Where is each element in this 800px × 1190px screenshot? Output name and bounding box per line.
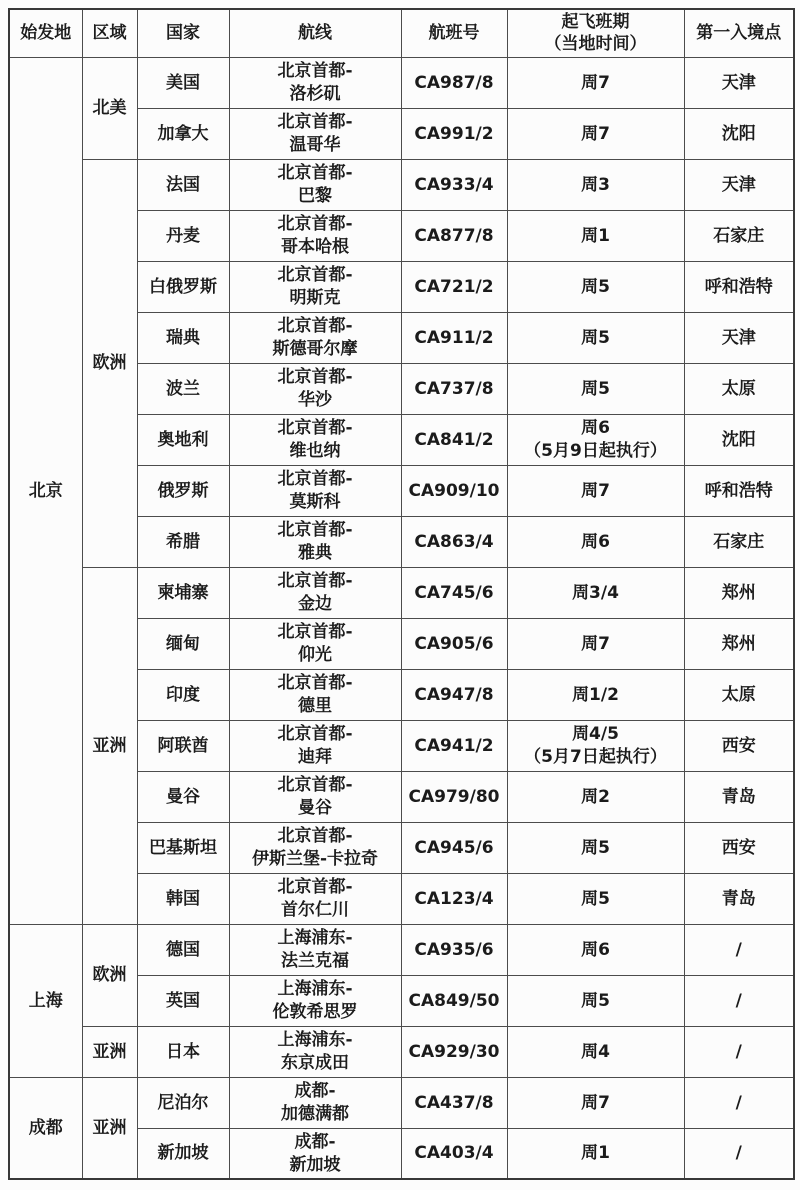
flight-number-cell-text: CA849/50: [408, 990, 500, 1011]
country-cell-text: 新加坡: [157, 1143, 209, 1164]
entry-point-cell: [684, 261, 794, 312]
entry-point-cell-text: 沈阳: [721, 429, 756, 450]
country-cell: [137, 108, 229, 159]
country-cell: [137, 210, 229, 261]
flight-number-cell-text: CA987/8: [414, 72, 494, 93]
flight-schedule-table: [8, 8, 795, 1180]
country-cell-text: 巴基斯坦: [149, 837, 217, 858]
entry-point-cell: [684, 159, 794, 210]
entry-point-cell-text: /: [735, 1041, 742, 1062]
region-cell: [82, 159, 137, 567]
flight-number-cell: [401, 363, 507, 414]
route-cell-text: 法兰克福: [281, 950, 349, 971]
country-cell: [137, 567, 229, 618]
schedule-cell-text: （5月7日起执行）: [524, 746, 667, 767]
entry-point-cell-text: /: [735, 1143, 742, 1164]
route-cell: [229, 312, 401, 363]
route-cell: [229, 363, 401, 414]
route-cell-text: 上海浦东-: [277, 979, 353, 1000]
route-cell: [229, 414, 401, 465]
entry-point-cell: [684, 210, 794, 261]
region-cell-text: 亚洲: [92, 1041, 127, 1062]
flight-number-cell-text: CA945/6: [414, 837, 494, 858]
schedule-cell: [507, 465, 684, 516]
route-cell-text: 北京首都-: [277, 163, 353, 184]
country-cell: [137, 159, 229, 210]
flight-number-cell-text: CA841/2: [414, 429, 494, 450]
flight-row: [9, 159, 794, 210]
route-cell-text: 北京首都-: [277, 877, 353, 898]
schedule-cell-text: 周6: [581, 531, 610, 552]
region-cell-text: 亚洲: [92, 735, 127, 756]
schedule-cell: [507, 516, 684, 567]
route-cell-text: 北京首都-: [277, 775, 353, 796]
country-cell: [137, 975, 229, 1026]
region-cell: [82, 57, 137, 159]
schedule-cell: [507, 1128, 684, 1179]
route-cell-text: 新加坡: [289, 1154, 341, 1175]
entry-point-cell: [684, 669, 794, 720]
route-cell-text: 伊斯兰堡-卡拉奇: [251, 848, 379, 869]
flight-number-cell-text: CA877/8: [414, 225, 494, 246]
route-cell-text: 上海浦东-: [277, 1030, 353, 1051]
region-cell: [82, 1077, 137, 1179]
route-cell: [229, 57, 401, 108]
route-cell-text: 哥本哈根: [281, 236, 349, 257]
flight-number-cell: [401, 465, 507, 516]
flight-number-cell-text: CA947/8: [414, 684, 494, 705]
country-cell: [137, 1128, 229, 1179]
flight-number-cell-text: CA933/4: [414, 174, 494, 195]
origin-cell-text: 成都: [28, 1117, 63, 1138]
flight-number-cell: [401, 975, 507, 1026]
flight-number-cell: [401, 57, 507, 108]
schedule-cell-text: 周7: [581, 1092, 610, 1113]
entry-point-cell-text: 石家庄: [713, 225, 765, 246]
route-cell: [229, 1128, 401, 1179]
entry-point-cell: [684, 57, 794, 108]
route-cell-text: 德里: [298, 695, 332, 716]
schedule-cell: [507, 57, 684, 108]
route-cell: [229, 822, 401, 873]
flight-number-cell: [401, 159, 507, 210]
route-cell-text: 北京首都-: [277, 724, 353, 745]
flight-number-cell: [401, 414, 507, 465]
col-header-region: 区域: [82, 9, 137, 57]
flight-number-cell: [401, 822, 507, 873]
flight-row: [9, 1026, 794, 1077]
flight-number-cell: [401, 261, 507, 312]
schedule-cell: [507, 669, 684, 720]
route-cell-text: 加德满都: [281, 1103, 349, 1124]
route-cell-text: 北京首都-: [277, 571, 353, 592]
schedule-cell-text: 周7: [581, 72, 610, 93]
flight-number-cell-text: CA721/2: [414, 276, 494, 297]
country-cell: [137, 873, 229, 924]
country-cell: [137, 465, 229, 516]
country-cell-text: 英国: [166, 990, 200, 1011]
region-cell-text: 欧洲: [92, 965, 127, 986]
route-cell: [229, 669, 401, 720]
flight-number-cell: [401, 1077, 507, 1128]
schedule-cell: [507, 312, 684, 363]
schedule-cell: [507, 414, 684, 465]
col-header-flight-number: 航班号: [401, 9, 507, 57]
route-cell: [229, 210, 401, 261]
col-header-schedule-line2: （当地时间）: [544, 34, 647, 55]
country-cell-text: 缅甸: [166, 633, 200, 654]
col-header-country: 国家: [137, 9, 229, 57]
flight-number-cell-text: CA909/10: [408, 480, 500, 501]
schedule-cell-text: 周1: [581, 225, 610, 246]
country-cell-text: 曼谷: [166, 786, 200, 807]
route-cell-text: 仰光: [298, 644, 332, 665]
country-cell-text: 韩国: [166, 888, 200, 909]
col-header-origin: 始发地: [9, 9, 82, 57]
entry-point-cell: [684, 924, 794, 975]
country-cell-text: 尼泊尔: [157, 1092, 209, 1113]
entry-point-cell-text: 郑州: [721, 633, 756, 654]
entry-point-cell: [684, 822, 794, 873]
flight-number-cell: [401, 771, 507, 822]
region-cell-text: 亚洲: [92, 1117, 127, 1138]
schedule-cell-text: 周5: [581, 327, 610, 348]
flight-number-cell-text: CA911/2: [414, 327, 494, 348]
flight-number-cell: [401, 924, 507, 975]
entry-point-cell-text: 西安: [721, 735, 756, 756]
country-cell-text: 奥地利: [157, 429, 209, 450]
schedule-cell: [507, 261, 684, 312]
route-cell-text: 北京首都-: [277, 673, 353, 694]
schedule-cell-text: 周1: [581, 1143, 610, 1164]
flight-number-cell: [401, 720, 507, 771]
schedule-cell-text: （5月9日起执行）: [524, 440, 667, 461]
entry-point-cell: [684, 1077, 794, 1128]
route-cell: [229, 975, 401, 1026]
schedule-cell: [507, 108, 684, 159]
schedule-cell-text: 周1/2: [572, 684, 619, 705]
route-cell-text: 北京首都-: [277, 418, 353, 439]
schedule-cell: [507, 771, 684, 822]
flight-row: [9, 57, 794, 108]
country-cell-text: 丹麦: [166, 225, 200, 246]
route-cell-text: 温哥华: [289, 134, 341, 155]
country-cell: [137, 822, 229, 873]
entry-point-cell: [684, 312, 794, 363]
schedule-cell-text: 周5: [581, 837, 610, 858]
header-row: [9, 9, 794, 57]
flight-number-cell-text: CA941/2: [414, 735, 494, 756]
country-cell-text: 希腊: [166, 531, 200, 552]
route-cell: [229, 261, 401, 312]
route-cell-text: 北京首都-: [277, 826, 353, 847]
country-cell: [137, 57, 229, 108]
flight-number-cell: [401, 1128, 507, 1179]
country-cell-text: 白俄罗斯: [149, 276, 217, 297]
route-cell-text: 北京首都-: [277, 214, 353, 235]
col-header-entry-point: 第一入境点: [684, 9, 794, 57]
flight-number-cell: [401, 873, 507, 924]
schedule-cell: [507, 210, 684, 261]
entry-point-cell-text: 天津: [721, 327, 756, 348]
schedule-cell-text: 周6: [581, 939, 610, 960]
entry-point-cell: [684, 414, 794, 465]
entry-point-cell: [684, 975, 794, 1026]
country-cell: [137, 261, 229, 312]
flight-number-cell: [401, 669, 507, 720]
country-cell-text: 加拿大: [157, 123, 209, 144]
country-cell: [137, 1077, 229, 1128]
col-header-schedule: [507, 9, 684, 57]
schedule-cell-text: 周7: [581, 480, 610, 501]
route-cell-text: 迪拜: [298, 746, 332, 767]
entry-point-cell: [684, 1128, 794, 1179]
flight-number-cell: [401, 618, 507, 669]
route-cell: [229, 873, 401, 924]
country-cell: [137, 414, 229, 465]
route-cell-text: 伦敦希思罗: [272, 1001, 358, 1022]
route-cell-text: 曼谷: [298, 797, 332, 818]
country-cell: [137, 1026, 229, 1077]
route-cell-text: 斯德哥尔摩: [272, 338, 358, 359]
schedule-cell: [507, 618, 684, 669]
schedule-cell-text: 周3: [581, 174, 610, 195]
entry-point-cell-text: 青岛: [721, 888, 756, 909]
region-cell: [82, 567, 137, 924]
schedule-cell: [507, 975, 684, 1026]
flight-number-cell-text: CA403/4: [414, 1143, 494, 1164]
flight-row: [9, 924, 794, 975]
flight-number-cell-text: CA979/80: [408, 786, 500, 807]
flight-number-cell-text: CA123/4: [414, 888, 494, 909]
route-cell: [229, 567, 401, 618]
country-cell-text: 法国: [166, 174, 200, 195]
route-cell-text: 成都-: [294, 1081, 336, 1102]
route-cell-text: 北京首都-: [277, 469, 353, 490]
country-cell-text: 德国: [166, 939, 200, 960]
schedule-cell-text: 周7: [581, 633, 610, 654]
flight-row: [9, 567, 794, 618]
route-cell-text: 北京首都-: [277, 112, 353, 133]
schedule-cell-text: 周3/4: [572, 582, 619, 603]
route-cell: [229, 108, 401, 159]
col-header-route: 航线: [229, 9, 401, 57]
schedule-cell-text: 周4: [581, 1041, 610, 1062]
route-cell-text: 北京首都-: [277, 61, 353, 82]
route-cell: [229, 516, 401, 567]
route-cell: [229, 720, 401, 771]
entry-point-cell: [684, 873, 794, 924]
entry-point-cell: [684, 363, 794, 414]
region-cell: [82, 924, 137, 1026]
schedule-cell-text: 周4/5: [572, 724, 619, 745]
country-cell: [137, 312, 229, 363]
entry-point-cell-text: 呼和浩特: [704, 276, 773, 297]
route-cell-text: 金边: [298, 593, 332, 614]
entry-point-cell-text: 太原: [721, 378, 756, 399]
country-cell: [137, 924, 229, 975]
entry-point-cell-text: 郑州: [721, 582, 756, 603]
route-cell-text: 北京首都-: [277, 622, 353, 643]
schedule-cell: [507, 822, 684, 873]
country-cell-text: 日本: [166, 1041, 200, 1062]
country-cell: [137, 516, 229, 567]
schedule-cell-text: 周5: [581, 888, 610, 909]
entry-point-cell-text: /: [735, 1092, 742, 1113]
schedule-cell: [507, 567, 684, 618]
entry-point-cell-text: 沈阳: [721, 123, 756, 144]
route-cell-text: 东京成田: [281, 1052, 349, 1073]
entry-point-cell-text: 太原: [721, 684, 756, 705]
flight-number-cell-text: CA737/8: [414, 378, 494, 399]
route-cell: [229, 618, 401, 669]
route-cell-text: 上海浦东-: [277, 928, 353, 949]
entry-point-cell: [684, 771, 794, 822]
route-cell: [229, 1077, 401, 1128]
country-cell-text: 俄罗斯: [157, 480, 209, 501]
entry-point-cell: [684, 465, 794, 516]
route-cell-text: 北京首都-: [277, 265, 353, 286]
route-cell-text: 明斯克: [289, 287, 341, 308]
col-header-schedule-line1: 起飞班期: [561, 12, 630, 32]
entry-point-cell-text: 天津: [721, 72, 756, 93]
flight-table-body: [9, 57, 794, 1179]
schedule-cell: [507, 924, 684, 975]
schedule-cell-text: 周5: [581, 378, 610, 399]
region-cell: [82, 1026, 137, 1077]
country-cell-text: 印度: [166, 684, 200, 705]
flight-number-cell: [401, 312, 507, 363]
route-cell-text: 北京首都-: [277, 367, 353, 388]
entry-point-cell: [684, 618, 794, 669]
schedule-cell: [507, 363, 684, 414]
schedule-cell: [507, 1077, 684, 1128]
schedule-cell: [507, 1026, 684, 1077]
schedule-cell-text: 周2: [581, 786, 610, 807]
flight-number-cell: [401, 567, 507, 618]
schedule-cell: [507, 720, 684, 771]
flight-number-cell-text: CA991/2: [414, 123, 494, 144]
schedule-cell: [507, 159, 684, 210]
entry-point-cell-text: /: [735, 990, 742, 1011]
entry-point-cell: [684, 720, 794, 771]
origin-cell-text: 上海: [28, 990, 63, 1011]
route-cell: [229, 771, 401, 822]
route-cell: [229, 1026, 401, 1077]
table-header: [9, 9, 794, 57]
route-cell-text: 莫斯科: [289, 491, 341, 512]
country-cell-text: 瑞典: [166, 327, 200, 348]
route-cell-text: 华沙: [298, 389, 332, 410]
route-cell-text: 北京首都-: [277, 520, 353, 541]
flight-number-cell: [401, 210, 507, 261]
entry-point-cell-text: 石家庄: [713, 531, 765, 552]
origin-cell: [9, 57, 82, 924]
schedule-cell: [507, 873, 684, 924]
route-cell-text: 北京首都-: [277, 316, 353, 337]
route-cell-text: 洛杉矶: [289, 83, 341, 104]
region-cell-text: 北美: [92, 98, 127, 119]
schedule-cell-text: 周5: [581, 276, 610, 297]
entry-point-cell-text: 青岛: [721, 786, 756, 807]
entry-point-cell: [684, 108, 794, 159]
schedule-cell-text: 周6: [581, 418, 610, 439]
origin-cell: [9, 924, 82, 1077]
origin-cell-text: 北京: [28, 480, 63, 501]
country-cell: [137, 669, 229, 720]
flight-number-cell-text: CA437/8: [414, 1092, 494, 1113]
flight-number-cell-text: CA863/4: [414, 531, 494, 552]
entry-point-cell-text: 天津: [721, 174, 756, 195]
route-cell: [229, 924, 401, 975]
route-cell-text: 雅典: [298, 542, 332, 563]
country-cell: [137, 720, 229, 771]
country-cell-text: 美国: [166, 72, 200, 93]
route-cell-text: 巴黎: [298, 185, 332, 206]
country-cell: [137, 618, 229, 669]
entry-point-cell-text: 西安: [721, 837, 756, 858]
route-cell-text: 成都-: [294, 1132, 336, 1153]
schedule-cell-text: 周7: [581, 123, 610, 144]
origin-cell: [9, 1077, 82, 1179]
entry-point-cell-text: 呼和浩特: [704, 480, 773, 501]
flight-row: [9, 1077, 794, 1128]
flight-number-cell-text: CA935/6: [414, 939, 494, 960]
flight-number-cell: [401, 1026, 507, 1077]
country-cell: [137, 771, 229, 822]
route-cell-text: 维也纳: [289, 440, 341, 461]
route-cell: [229, 159, 401, 210]
country-cell-text: 柬埔寨: [157, 582, 209, 603]
country-cell-text: 波兰: [166, 378, 200, 399]
schedule-cell-text: 周5: [581, 990, 610, 1011]
country-cell: [137, 363, 229, 414]
entry-point-cell: [684, 567, 794, 618]
entry-point-cell: [684, 516, 794, 567]
flight-number-cell: [401, 516, 507, 567]
country-cell-text: 阿联酋: [157, 735, 209, 756]
flight-number-cell-text: CA905/6: [414, 633, 494, 654]
flight-number-cell-text: CA745/6: [414, 582, 494, 603]
entry-point-cell-text: /: [735, 939, 742, 960]
route-cell-text: 首尔仁川: [281, 899, 349, 920]
flight-number-cell: [401, 108, 507, 159]
flight-number-cell-text: CA929/30: [408, 1041, 500, 1062]
region-cell-text: 欧洲: [92, 353, 127, 374]
route-cell: [229, 465, 401, 516]
entry-point-cell: [684, 1026, 794, 1077]
